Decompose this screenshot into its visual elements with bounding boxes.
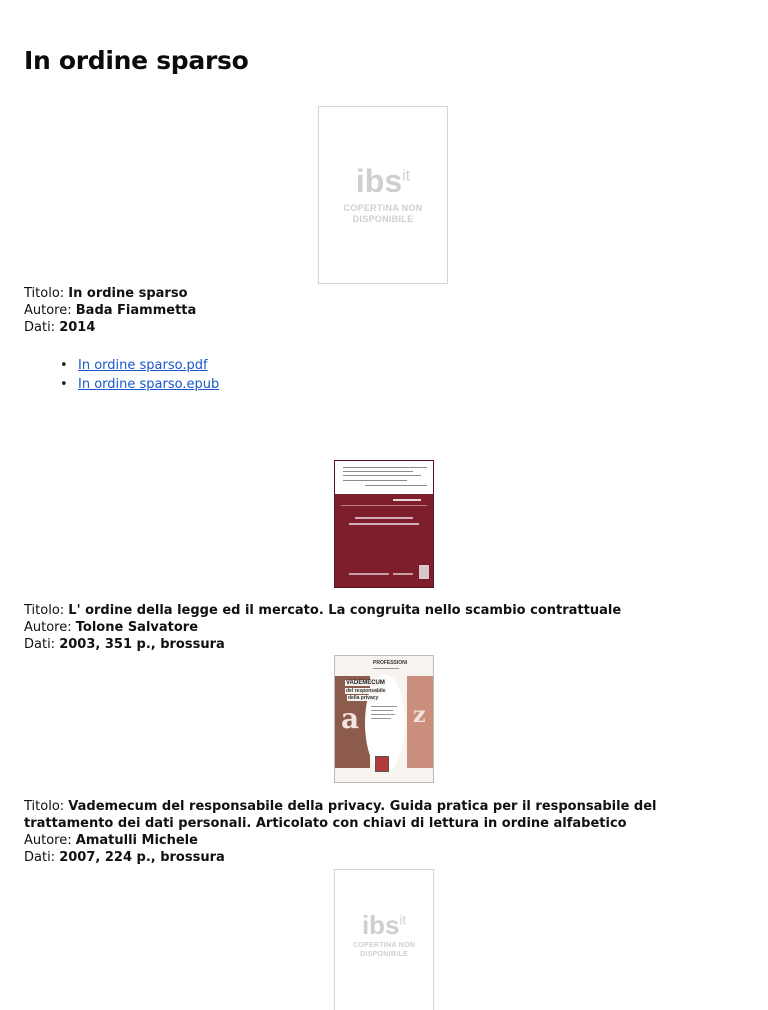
publisher-logo	[419, 565, 429, 579]
book-metadata	[24, 285, 196, 336]
cover-unavailable-line2: DISPONIBILE	[359, 951, 409, 958]
book-cover-image	[334, 655, 434, 783]
book-title-row	[24, 285, 196, 302]
epub-download-link[interactable]: In ordine sparso.epub	[78, 377, 220, 392]
cover-letter-z: z	[413, 702, 426, 728]
book-title-row	[24, 798, 744, 832]
book-metadata	[24, 602, 621, 653]
page-title: In ordine sparso	[24, 46, 249, 75]
cover-header-band	[335, 461, 433, 494]
book-cover-placeholder	[318, 106, 448, 284]
ibs-suffix: it	[399, 912, 407, 928]
book-data: 2007, 224 p., brossura	[59, 850, 225, 865]
book-title-row	[24, 602, 621, 619]
title-label: Titolo:	[24, 603, 69, 618]
book-author-row	[24, 302, 196, 319]
list-item	[58, 356, 219, 375]
data-label: Dati:	[24, 637, 60, 652]
book-cover-placeholder	[334, 869, 434, 1010]
cover-unavailable-line2: DISPONIBILE	[352, 214, 414, 224]
author-label: Autore:	[24, 303, 76, 318]
book-cover-image	[334, 460, 434, 588]
title-label: Titolo:	[24, 286, 69, 301]
cover-unavailable-line1: COPERTINA NON	[343, 203, 423, 213]
book-data-row	[24, 636, 621, 653]
book-author: Bada Fiammetta	[75, 303, 197, 318]
ibs-brand: ibs	[355, 163, 403, 199]
book-author-row	[24, 619, 621, 636]
book-data-row	[24, 319, 196, 336]
list-item	[58, 375, 219, 394]
cover-title-line1: VADEMECUM	[346, 680, 385, 686]
book-data: 2003, 351 p., brossura	[59, 637, 225, 652]
ibs-suffix: it	[402, 167, 411, 185]
publisher-logo	[375, 756, 389, 772]
cover-unavailable-line1: COPERTINA NON	[352, 942, 416, 949]
pdf-download-link[interactable]: In ordine sparso.pdf	[78, 358, 208, 373]
cover-letter-a: a	[341, 702, 360, 735]
book-title: In ordine sparso	[68, 286, 188, 301]
book-author-row	[24, 832, 744, 849]
download-links	[58, 356, 219, 394]
data-label: Dati:	[24, 320, 60, 335]
cover-title-line3: della privacy	[348, 695, 379, 701]
book-author: Amatulli Michele	[75, 833, 198, 848]
author-label: Autore:	[24, 620, 76, 635]
ibs-logo	[319, 163, 447, 200]
book-metadata	[24, 798, 744, 866]
cover-series-label: PROFESSIONI	[373, 660, 408, 666]
book-data: 2014	[59, 320, 96, 335]
author-label: Autore:	[24, 833, 76, 848]
book-title: Vademecum del responsabile della privacy. Guida pratica per il responsabile del trattamento dei dati personali. Articolato con chiavi di lettura in ordine alfabetico	[24, 799, 657, 831]
data-label: Dati:	[24, 850, 60, 865]
title-label: Titolo:	[24, 799, 69, 814]
book-author: Tolone Salvatore	[75, 620, 199, 635]
cover-title-line2: del responsabile	[346, 688, 386, 694]
ibs-brand: ibs	[361, 910, 400, 940]
book-title: L' ordine della legge ed il mercato. La congruita nello scambio contrattuale	[68, 603, 622, 618]
ibs-logo	[335, 910, 433, 941]
book-data-row	[24, 849, 744, 866]
